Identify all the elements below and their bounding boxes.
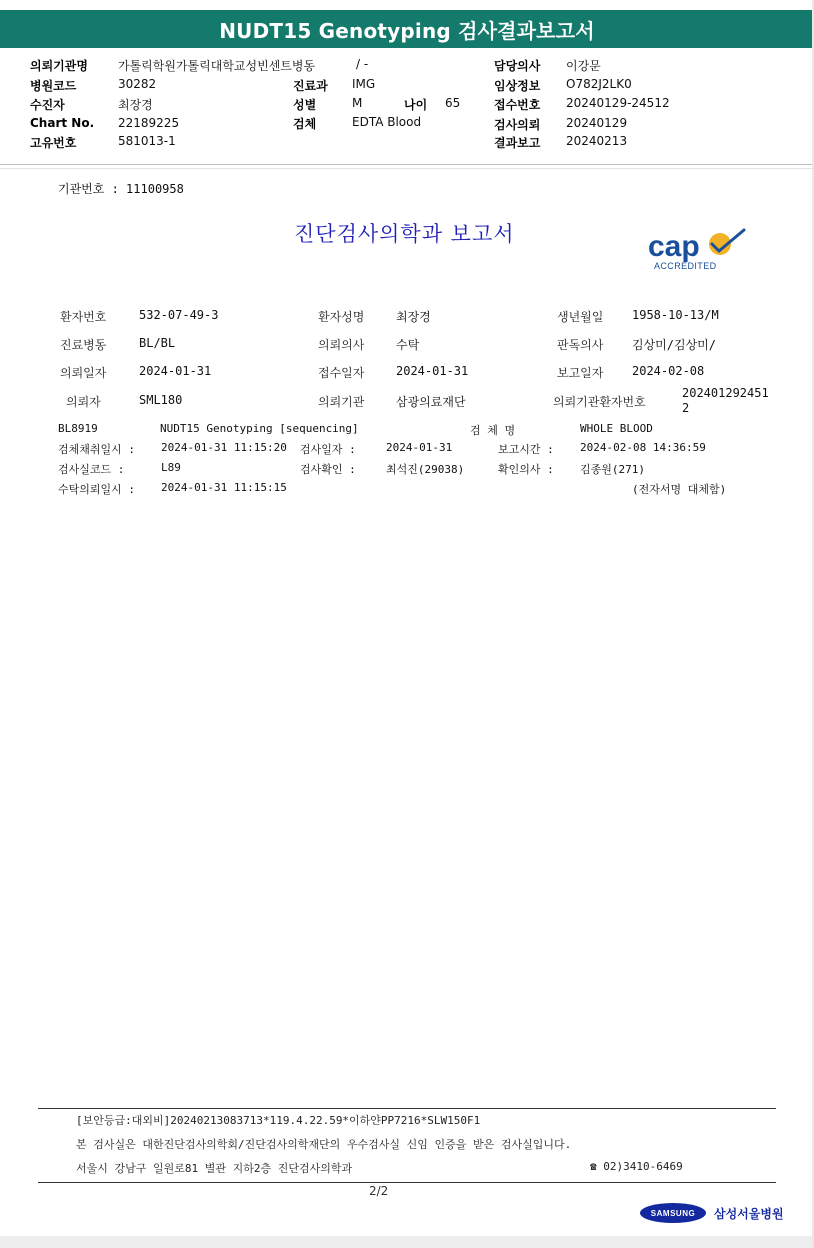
consign-datetime-label: 수탁의뢰일시 :	[58, 483, 136, 496]
security-line: [보안등급:대외비]20240213083713*119.4.22.59*이하얀PP7216*SLW150F1	[76, 1114, 481, 1127]
request-date-value: 20240129	[566, 116, 628, 130]
report-date-label: 결과보고	[494, 136, 541, 150]
req-inst-patno-label: 의뢰기관환자번호	[553, 395, 646, 409]
consign-datetime-value: 2024-01-31 11:15:15	[161, 481, 287, 494]
hospital-name: 삼성서울병원	[714, 1206, 784, 1221]
patient-report-date-value: 2024-02-08	[632, 364, 705, 378]
hospital-code-label: 병원코드	[30, 79, 77, 93]
clinical-info-value: O782J2LK0	[566, 77, 632, 91]
footer-bottom-rule	[38, 1182, 776, 1183]
patient-no-value: 532-07-49-3	[139, 308, 219, 322]
chart-no-value: 22189225	[118, 116, 180, 130]
samsung-hospital-logo	[640, 1203, 784, 1223]
doctor-label: 담당의사	[494, 59, 541, 73]
age-value: 65	[445, 96, 461, 110]
specimen-value: EDTA Blood	[352, 115, 422, 129]
confirm-doctor-value: 김종원(271)	[580, 463, 645, 476]
doctor-value: 이강문	[566, 59, 601, 73]
cap-accredited-logo	[646, 226, 750, 274]
patient-name-label: 환자성명	[318, 310, 365, 324]
test-name: NUDT15 Genotyping [sequencing]	[160, 422, 359, 435]
lab-address: 서울시 강남구 일원로81 별관 지하2층 진단검사의학과	[76, 1162, 353, 1175]
request-date-label: 검사의뢰	[494, 118, 541, 132]
report-header-title: NUDT15 Genotyping 검사결과보고서	[219, 18, 595, 43]
report-title: 진단검사의학과 보고서	[294, 222, 515, 246]
dob-value: 1958-10-13/M	[632, 308, 719, 322]
patient-report-date-label: 보고일자	[557, 366, 604, 380]
reading-doctor-label: 판독의사	[557, 338, 604, 352]
chart-no-label: Chart No.	[30, 116, 95, 130]
viewer-bottom-band	[0, 1236, 814, 1248]
lab-code-value: L89	[161, 461, 181, 474]
receipt-no-label: 접수번호	[494, 98, 541, 112]
header-divider-shadow	[0, 168, 814, 169]
confirm-doctor-label: 확인의사 :	[498, 463, 554, 476]
verifier-value: 최석진(29038)	[386, 463, 465, 476]
collector-value: 최장경	[118, 98, 153, 112]
receipt-date-label: 접수일자	[318, 366, 365, 380]
institution-extra-value: / -	[356, 57, 369, 71]
req-inst-patno-value-line1: 202401292451	[682, 386, 769, 400]
collect-datetime-value: 2024-01-31 11:15:20	[161, 441, 287, 454]
requester-value: SML180	[139, 393, 183, 407]
collect-datetime-label: 검체채취일시 :	[58, 443, 136, 456]
institution-label: 의뢰기관명	[30, 59, 88, 73]
unique-no-value: 581013-1	[118, 134, 176, 148]
report-title-bar	[0, 10, 814, 48]
sex-label: 성별	[293, 98, 317, 112]
req-doctor-value: 수탁	[396, 338, 420, 352]
report-time-label: 보고시간 :	[498, 443, 554, 456]
receipt-no-value: 20240129-24512	[566, 96, 670, 110]
footer-top-rule	[38, 1108, 776, 1109]
cap-logo-text: cap	[648, 230, 700, 263]
unique-no-label: 고유번호	[30, 136, 77, 150]
test-code: BL8919	[58, 422, 98, 435]
req-date-label: 의뢰일자	[60, 366, 107, 380]
lab-code-label: 검사실코드 :	[58, 463, 125, 476]
age-label: 나이	[404, 98, 428, 112]
report-date-value: 20240213	[566, 134, 628, 148]
ward-value: BL/BL	[139, 336, 176, 350]
test-date-value: 2024-01-31	[386, 441, 453, 454]
req-inst-label: 의뢰기관	[318, 395, 365, 409]
collector-label: 수진자	[30, 98, 65, 112]
verifier-label: 검사확인 :	[300, 463, 356, 476]
cap-logo-subtext: ACCREDITED	[654, 261, 717, 271]
institution-value: 가톨릭학원가톨릭대학교성빈센트병동	[118, 59, 316, 73]
samsung-logo-icon: SAMSUNG	[640, 1203, 706, 1223]
req-inst-value: 삼광의료재단	[396, 395, 466, 409]
patient-name-value: 최장경	[396, 310, 431, 324]
sex-value: M	[352, 96, 363, 110]
clinical-info-label: 임상정보	[494, 79, 541, 93]
lab-phone: ☎ 02)3410-6469	[590, 1160, 683, 1173]
specimen-name-label: 검 체 명	[470, 424, 516, 437]
specimen-name-value: WHOLE BLOOD	[580, 422, 653, 435]
page-number: 2/2	[369, 1184, 389, 1198]
checkmark-seal-icon	[709, 230, 744, 255]
test-date-label: 검사일자 :	[300, 443, 356, 456]
req-inst-patno-value-line2: 2	[682, 401, 690, 415]
req-doctor-label: 의뢰의사	[318, 338, 365, 352]
institution-number: 기관번호 : 11100958	[58, 182, 184, 196]
header-divider	[0, 164, 814, 165]
req-date-value: 2024-01-31	[139, 364, 212, 378]
certification-text: 본 검사실은 대한진단검사의학회/진단검사의학재단의 우수검사실 신임 인증을 받은 검사실입니다.	[76, 1138, 572, 1151]
ward-label: 진료병동	[60, 338, 107, 352]
report-time-value: 2024-02-08 14:36:59	[580, 441, 706, 454]
hospital-code-value: 30282	[118, 77, 157, 91]
dob-label: 생년월일	[557, 310, 604, 324]
reading-doctor-value: 김상미/김상미/	[632, 338, 717, 352]
requester-label: 의뢰자	[66, 395, 101, 409]
esign-note: (전자서명 대체함)	[632, 483, 727, 496]
patient-no-label: 환자번호	[60, 310, 107, 324]
specimen-label: 검체	[293, 117, 317, 131]
department-label: 진료과	[293, 79, 328, 93]
receipt-date-value: 2024-01-31	[396, 364, 469, 378]
department-value: IMG	[352, 77, 376, 91]
